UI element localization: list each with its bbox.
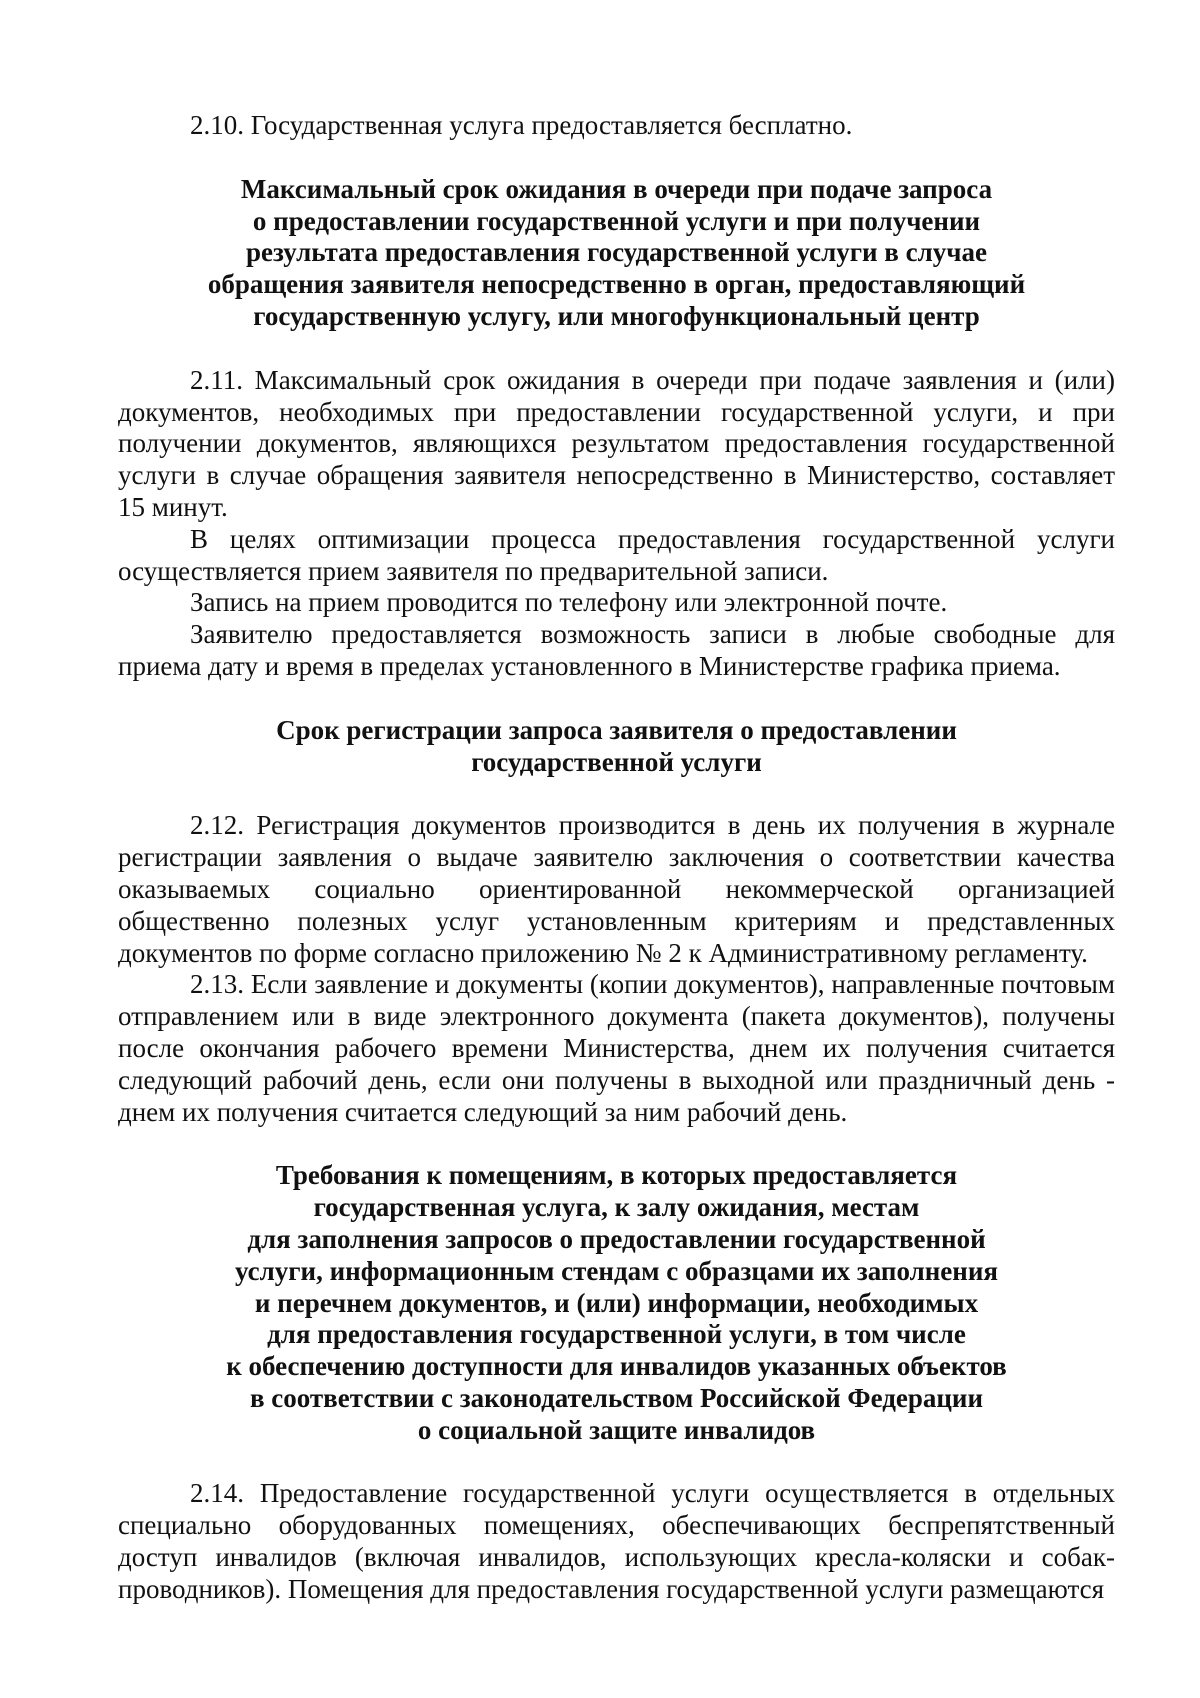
- heading-line: в соответствии с законодательством Российской Федерации: [249, 1382, 984, 1413]
- section-heading-premises-requirements: [118, 1160, 1115, 1446]
- section-heading-registration-term: [118, 715, 1115, 779]
- heading-line: о предоставлении государственной услуги и при получении: [252, 205, 981, 236]
- paragraph-2-11-schedule: Заявителю предоставляется возможность записи в любые свободные для приема дату и время в пределах установленного в Министерстве графика приема.: [118, 619, 1115, 681]
- heading-line: к обеспечению доступности для инвалидов указанных объектов: [226, 1351, 1007, 1382]
- heading-line: государственную услугу, или многофункциональный центр: [253, 300, 980, 331]
- paragraph-2-12: 2.12. Регистрация документов производится в день их получения в журнале регистрации заявления о выдаче заявителю заключения о соответствии качества оказываемых социально ориентированной некоммерческой организацией общественно полезных услуг установленным критериям и представленных документов по форме согласно приложению № 2 к Административному регламенту.: [118, 810, 1115, 968]
- paragraph-2-11-optimization: В целях оптимизации процесса предоставления государственной услуги осуществляется прием заявителя по предварительной записи.: [118, 523, 1115, 586]
- document-page: [118, 110, 1115, 1606]
- heading-line: результата предоставления государственной услуги в случае: [246, 237, 987, 268]
- paragraph-2-13: 2.13. Если заявление и документы (копии документов), направленные почтовым отправлением или в виде электронного документа (пакета документов), получены после окончания рабочего времени Министерства, днем их получения считается следующий рабочий день, если они получены в выходной или праздничный день - днем их получения считается следующий за ним рабочий день.: [118, 969, 1115, 1127]
- heading-line: Максимальный срок ожидания в очереди при подаче запроса: [240, 173, 993, 204]
- section-heading-queue-time: [118, 174, 1115, 333]
- heading-line: Требования к помещениям, в которых предоставляется: [275, 1160, 958, 1191]
- paragraph-2-14: 2.14. Предоставление государственной услуги осуществляется в отдельных специально оборудованных помещениях, обеспечивающих беспрепятственный доступ инвалидов (включая инвалидов, использующих кресла-коляски и собак-проводников). Помещения для предоставления государственной услуги размещаются: [118, 1478, 1115, 1604]
- heading-line: для заполнения запросов о предоставлении государственной: [247, 1223, 986, 1254]
- heading-line: услуги, информационным стендам с образцами их заполнения: [234, 1255, 999, 1286]
- heading-line: государственной услуги: [471, 746, 762, 777]
- paragraph-2-10: 2.10. Государственная услуга предоставляется бесплатно.: [190, 110, 853, 140]
- paragraph-2-11: 2.11. Максимальный срок ожидания в очереди при подаче заявления и (или) документов, необходимых при предоставлении государственной услуги, и при получении документов, являющихся результатом предоставления государственной услуги в случае обращения заявителя непосредственно в Министерство, составляет 15 минут.: [118, 364, 1115, 522]
- heading-line: для предоставления государственной услуги, в том числе: [267, 1319, 966, 1350]
- heading-line: обращения заявителя непосредственно в орган, предоставляющий: [207, 269, 1026, 300]
- heading-line: Срок регистрации запроса заявителя о предоставлении: [276, 714, 957, 745]
- heading-line: государственная услуга, к залу ожидания, местам: [313, 1192, 920, 1223]
- heading-line: и перечнем документов, и (или) информации, необходимых: [254, 1287, 979, 1318]
- paragraph-2-11-appointment: Запись на прием проводится по телефону или электронной почте.: [190, 587, 948, 618]
- heading-line: о социальной защите инвалидов: [417, 1414, 816, 1445]
